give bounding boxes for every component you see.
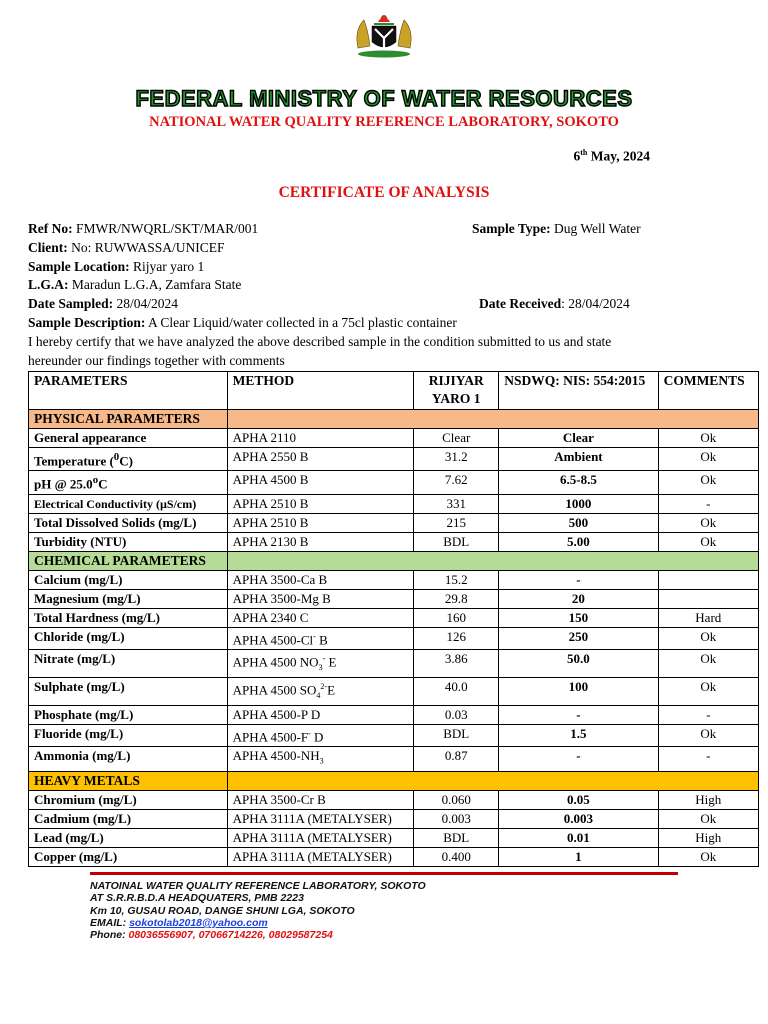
standard-limit: 150 bbox=[499, 608, 658, 627]
table-row bbox=[29, 790, 759, 809]
table-row bbox=[29, 589, 759, 608]
laboratory-name: NATIONAL WATER QUALITY REFERENCE LABORATORY, SOKOTO bbox=[149, 114, 619, 130]
table-row bbox=[29, 809, 759, 828]
standard-limit: - bbox=[499, 570, 658, 589]
footer-line-3: Km 10, GUSAU ROAD, DANGE SHUNI LGA, SOKOTO bbox=[90, 904, 355, 917]
table-header-row bbox=[29, 372, 759, 410]
sample-value: 0.060 bbox=[414, 790, 499, 809]
comment: High bbox=[658, 790, 758, 809]
table-row bbox=[29, 828, 759, 847]
comment: Ok bbox=[658, 429, 758, 448]
results-table bbox=[28, 371, 759, 867]
sample-type: Sample Type: Dug Well Water bbox=[472, 221, 641, 236]
sample-value: 29.8 bbox=[414, 589, 499, 608]
table-row bbox=[29, 429, 759, 448]
sample-value: 126 bbox=[414, 627, 499, 649]
comment: - bbox=[658, 747, 758, 772]
table-row bbox=[29, 705, 759, 724]
standard-limit: 5.00 bbox=[499, 532, 658, 551]
sample-value: 31.2 bbox=[414, 448, 499, 471]
footer-phone-line: Phone: 08036556907, 07066714226, 08029587254 bbox=[90, 929, 333, 942]
method: APHA 4500-F- D bbox=[227, 724, 414, 746]
section-row-physical bbox=[29, 410, 759, 429]
table-row bbox=[29, 847, 759, 866]
header-sample: RIJIYAR YARO 1 bbox=[414, 372, 499, 410]
comment: Ok bbox=[658, 847, 758, 866]
comment: Ok bbox=[658, 471, 758, 494]
sample-value: Clear bbox=[414, 429, 499, 448]
parameter-name: Chromium (mg/L) bbox=[29, 790, 228, 809]
header-standard: NSDWQ: NIS: 554:2015 bbox=[499, 372, 658, 410]
method: APHA 2340 C bbox=[227, 608, 414, 627]
standard-limit: 100 bbox=[499, 677, 658, 705]
comment: Ok bbox=[658, 532, 758, 551]
table-row bbox=[29, 513, 759, 532]
method: APHA 2510 B bbox=[227, 494, 414, 513]
sample-value: 3.86 bbox=[414, 649, 499, 677]
standard-limit: - bbox=[499, 705, 658, 724]
coat-of-arms-icon bbox=[344, 8, 424, 58]
sample-value: 0.87 bbox=[414, 747, 499, 772]
ministry-name: FEDERAL MINISTRY OF WATER RESOURCES bbox=[135, 86, 633, 111]
method: APHA 4500-P D bbox=[227, 705, 414, 724]
footer-address bbox=[90, 880, 426, 941]
parameter-name: Cadmium (mg/L) bbox=[29, 809, 228, 828]
comment: Ok bbox=[658, 448, 758, 471]
table-row bbox=[29, 448, 759, 471]
method: APHA 2510 B bbox=[227, 513, 414, 532]
table-row bbox=[29, 532, 759, 551]
table-row bbox=[29, 627, 759, 649]
section-title-physical: PHYSICAL PARAMETERS bbox=[29, 410, 228, 429]
parameter-name: Electrical Conductivity (µS/cm) bbox=[29, 494, 228, 513]
parameter-name: Magnesium (mg/L) bbox=[29, 589, 228, 608]
standard-limit: - bbox=[499, 747, 658, 772]
standard-limit: 1.5 bbox=[499, 724, 658, 746]
method: APHA 3111A (METALYSER) bbox=[227, 847, 414, 866]
certificate-title: CERTIFICATE OF ANALYSIS bbox=[278, 184, 490, 201]
section-row-heavy bbox=[29, 771, 759, 790]
comment: - bbox=[658, 494, 758, 513]
sample-value: 331 bbox=[414, 494, 499, 513]
method: APHA 4500 $SO_4^{2-}E$ bbox=[227, 677, 414, 705]
standard-limit: Clear bbox=[499, 429, 658, 448]
standard-limit: 250 bbox=[499, 627, 658, 649]
sample-value: BDL bbox=[414, 724, 499, 746]
sample-value: 15.2 bbox=[414, 570, 499, 589]
parameter-name: Chloride (mg/L) bbox=[29, 627, 228, 649]
comment: Ok bbox=[658, 649, 758, 677]
standard-limit: 500 bbox=[499, 513, 658, 532]
comment: Ok bbox=[658, 809, 758, 828]
standard-limit: 0.01 bbox=[499, 828, 658, 847]
sample-value: 0.400 bbox=[414, 847, 499, 866]
date-received: Date Received: 28/04/2024 bbox=[479, 296, 630, 311]
comment: Hard bbox=[658, 608, 758, 627]
parameter-name: Phosphate (mg/L) bbox=[29, 705, 228, 724]
parameter-name: Calcium (mg/L) bbox=[29, 570, 228, 589]
footer-rule bbox=[90, 872, 678, 875]
comment: Ok bbox=[658, 627, 758, 649]
table-row bbox=[29, 677, 759, 705]
table-row bbox=[29, 494, 759, 513]
parameter-name: pH @ 25.0$^o$C bbox=[29, 471, 228, 494]
method: APHA 2550 B bbox=[227, 448, 414, 471]
table-row bbox=[29, 471, 759, 494]
comment: Ok bbox=[658, 677, 758, 705]
footer-email-line: EMAIL: sokotolab2018@yahoo.com bbox=[90, 916, 268, 929]
comment bbox=[658, 589, 758, 608]
sample-value: 0.003 bbox=[414, 809, 499, 828]
footer-email-link[interactable]: sokotolab2018@yahoo.com bbox=[129, 916, 268, 929]
header-method: METHOD bbox=[227, 372, 414, 410]
parameter-name: General appearance bbox=[29, 429, 228, 448]
comment: - bbox=[658, 705, 758, 724]
method: APHA 4500 B bbox=[227, 471, 414, 494]
sample-location: Sample Location: Rijyar yaro 1 bbox=[28, 259, 205, 274]
section-title-heavy: HEAVY METALS bbox=[29, 771, 228, 790]
method: APHA $4500-NH_3$ bbox=[227, 747, 414, 772]
parameter-name: Nitrate (mg/L) bbox=[29, 649, 228, 677]
comment bbox=[658, 570, 758, 589]
comment: Ok bbox=[658, 513, 758, 532]
lga: L.G.A: Maradun L.G.A, Zamfara State bbox=[28, 277, 242, 292]
method: APHA 4500 $NO_3^-$ E bbox=[227, 649, 414, 677]
header-parameters: PARAMETERS bbox=[29, 372, 228, 410]
section-row-chemical bbox=[29, 551, 759, 570]
table-row bbox=[29, 570, 759, 589]
method: APHA 3111A (METALYSER) bbox=[227, 809, 414, 828]
parameter-name: Ammonia (mg/L) bbox=[29, 747, 228, 772]
client: Client: No: RUWWASSA/UNICEF bbox=[28, 240, 225, 255]
table-row bbox=[29, 724, 759, 746]
parameter-name: Total Dissolved Solids (mg/L) bbox=[29, 513, 228, 532]
footer-line-2: AT S.R.R.B.D.A HEADQUATERS, PMB 2223 bbox=[90, 892, 304, 905]
sample-value: BDL bbox=[414, 828, 499, 847]
parameter-name: Copper (mg/L) bbox=[29, 847, 228, 866]
standard-limit: 1 bbox=[499, 847, 658, 866]
standard-limit: 0.05 bbox=[499, 790, 658, 809]
standard-limit: 20 bbox=[499, 589, 658, 608]
comment: High bbox=[658, 828, 758, 847]
method: APHA 3111A (METALYSER) bbox=[227, 828, 414, 847]
parameter-name: Fluoride (mg/L) bbox=[29, 724, 228, 746]
method: APHA 2130 B bbox=[227, 532, 414, 551]
sample-value: 215 bbox=[414, 513, 499, 532]
date-sampled: Date Sampled: 28/04/2024 bbox=[28, 296, 179, 311]
table-row bbox=[29, 649, 759, 677]
parameter-name: Total Hardness (mg/L) bbox=[29, 608, 228, 627]
issue-date: 6th May, 2024 bbox=[573, 148, 650, 164]
ref-number: Ref No: FMWR/NWQRL/SKT/MAR/001 bbox=[28, 221, 259, 236]
header-comments: COMMENTS bbox=[658, 372, 758, 410]
method: APHA 2110 bbox=[227, 429, 414, 448]
sample-value: 0.03 bbox=[414, 705, 499, 724]
standard-limit: 0.003 bbox=[499, 809, 658, 828]
method: APHA 3500-Cr B bbox=[227, 790, 414, 809]
table-row bbox=[29, 608, 759, 627]
method: APHA 3500-Mg B bbox=[227, 589, 414, 608]
footer-line-1: NATOINAL WATER QUALITY REFERENCE LABORATORY, SOKOTO bbox=[90, 880, 426, 892]
table-row bbox=[29, 747, 759, 772]
method: APHA 4500-Cl- B bbox=[227, 627, 414, 649]
standard-limit: 1000 bbox=[499, 494, 658, 513]
parameter-name: Lead (mg/L) bbox=[29, 828, 228, 847]
sample-description: Sample Description: A Clear Liquid/water collected in a 75cl plastic container bbox=[28, 315, 457, 330]
certification-statement: I hereby certify that we have analyzed the above described sample in the condition submitted to us and state hereunder our findings together with comments bbox=[28, 334, 612, 368]
sample-value: 7.62 bbox=[414, 471, 499, 494]
comment: Ok bbox=[658, 724, 758, 746]
sample-value: 40.0 bbox=[414, 677, 499, 705]
sample-value: 160 bbox=[414, 608, 499, 627]
standard-limit: Ambient bbox=[499, 448, 658, 471]
parameter-name: Turbidity (NTU) bbox=[29, 532, 228, 551]
section-title-chemical: CHEMICAL PARAMETERS bbox=[29, 551, 228, 570]
method: APHA 3500-Ca B bbox=[227, 570, 414, 589]
standard-limit: 6.5-8.5 bbox=[499, 471, 658, 494]
parameter-name: Sulphate (mg/L) bbox=[29, 677, 228, 705]
sample-value: BDL bbox=[414, 532, 499, 551]
parameter-name: Temperature ($^0$C) bbox=[29, 448, 228, 471]
standard-limit: 50.0 bbox=[499, 649, 658, 677]
